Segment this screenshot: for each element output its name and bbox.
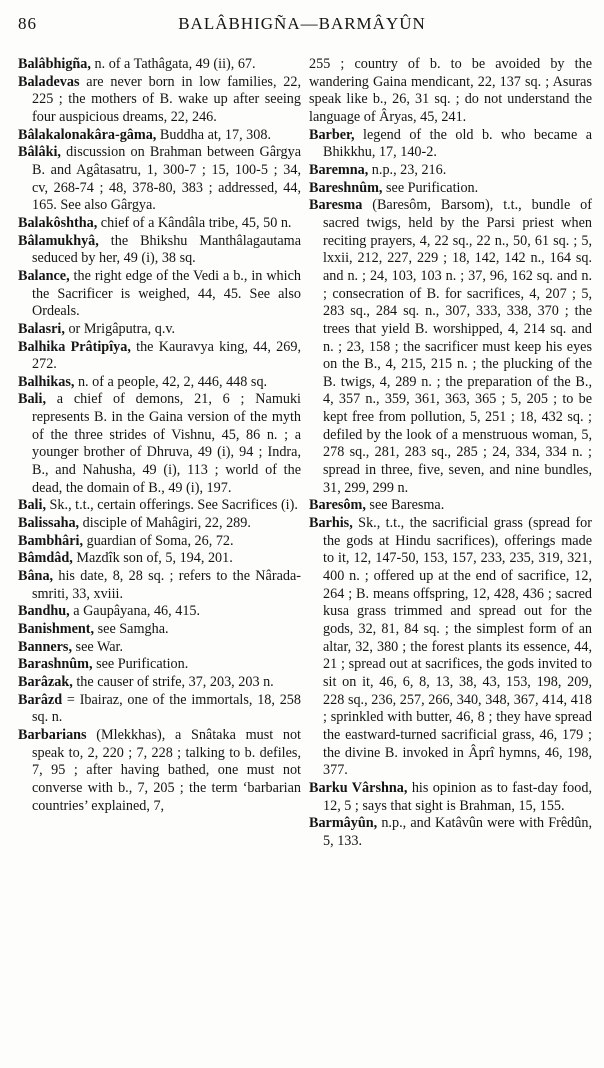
entry-headword: Bandhu,	[18, 603, 70, 620]
entry-headword: Barâzd	[18, 691, 63, 708]
index-entry	[18, 144, 301, 215]
page-number: 86	[18, 14, 37, 33]
entry-text: his date, 8, 28 sq. ; refers to the Nârada-smriti, 33, xviii.	[32, 568, 301, 602]
entry-text: (Baresôm, Barsom), t.t., bundle of sacred twigs, held by the Parsi priest when reciting prayers, 4, 22 sq., 22 n., 50, 61 sq. ; 5, lxxii, 212, 227, 229 ; 18, 142, 142 n., 164 sq. and n. ; 24, 103, 103 n. ; 37, 96, 162 sq. and n. ; consecration of B. for sacrifices, 4, 207 ; 5, 283 sq., 284 sq. n., 307, 333, 338, 370 ; the trees that yield B. worshipped, 4, 214 sq. and n. ; 23, 158 ; the sacrificer must keep his eyes on the B., 4, 215, 215 n. ; the plucking of the B. twigs, 4, 289 n. ; the preparation of the B., 4, 357 n., 359, 361, 363, 365 ; 5, 205 ; to be kept free from pollution, 5, 251 ; 18, 432 sq. ; defiled by the look of a menstruous woman, 5, 278 sq., 281, 283 sq., 285 ; 24, 334, 334 n. ; spread in three, five, seven, and nine bundles, 31, 299, 299 n.	[323, 197, 592, 496]
entry-text: the Kauravya king, 44, 269, 272.	[32, 338, 301, 373]
entry-headword: Bâlakalonakâra-gâma,	[18, 126, 157, 143]
entry-headword: Balhikas,	[18, 373, 75, 390]
index-entry	[18, 127, 301, 145]
index-entry	[309, 780, 592, 815]
entry-headword: Balance,	[18, 267, 70, 284]
entry-text: disciple of Mahâgiri, 22, 289.	[79, 515, 251, 532]
entry-headword: Balissaha,	[18, 515, 80, 532]
entry-text: discussion on Brahman between Gârgya B. and Agâtasatru, 1, 300-7 ; 15, 100-5 ; 34, cv, 268-74 ; 48, 378-80, 383 ; addressed, 44, 165. See also Gârgya.	[32, 144, 301, 214]
running-head: BALÂBHIGÑA—BARMÂYÛN	[178, 14, 426, 33]
entry-headword: Balâbhigña,	[18, 56, 91, 72]
entry-headword: Bareshnûm,	[309, 179, 383, 196]
entry-headword: Bâlamukhyâ,	[18, 232, 99, 249]
left-column	[18, 56, 301, 815]
entry-text: Buddha at, 17, 308.	[156, 126, 272, 143]
entry-headword: Bali,	[18, 497, 46, 514]
entry-text: Sk., t.t., certain offerings. See Sacrifices (i).	[46, 497, 298, 514]
index-entry	[18, 233, 301, 268]
index-entry	[309, 56, 592, 127]
index-entry	[18, 550, 301, 568]
entry-text: n.p., 23, 216.	[368, 161, 447, 178]
index-entry	[309, 127, 592, 162]
index-entry	[18, 74, 301, 127]
entry-text: Mazdîk son of, 5, 194, 201.	[72, 550, 233, 567]
entry-headword: Bâmdâd,	[18, 550, 73, 567]
entry-text: his opinion as to fast-day food, 12, 5 ; says that sight is Brahman, 15, 155.	[323, 779, 592, 814]
index-entry	[309, 162, 592, 180]
entry-text: n. of a people, 42, 2, 446, 448 sq.	[74, 373, 268, 390]
index-entry	[18, 727, 301, 815]
right-column	[309, 56, 592, 851]
entry-headword: Balasri,	[18, 320, 65, 337]
entry-headword: Barku Vârshna,	[309, 779, 408, 796]
index-entry	[309, 815, 592, 850]
index-entry	[18, 639, 301, 657]
index-entry	[18, 215, 301, 233]
entry-headword: Barmâyûn,	[309, 815, 378, 832]
entry-text: legend of the old b. who became a Bhikkhu, 17, 140-2.	[323, 126, 592, 161]
entry-text: guardian of Soma, 26, 72.	[83, 532, 234, 549]
index-entry	[18, 515, 301, 533]
index-entry	[18, 533, 301, 551]
entry-text: = Ibairaz, one of the immortals, 18, 258 sq. n.	[32, 691, 301, 726]
entry-headword: Barbarians	[18, 726, 87, 743]
entry-headword: Bambhâri,	[18, 532, 84, 549]
index-entry	[309, 515, 592, 780]
entry-headword: Baladevas	[18, 73, 80, 90]
entry-headword: Balakôshtha,	[18, 214, 98, 231]
entry-text: 255 ; country of b. to be avoided by the wandering Gaina mendicant, 22, 137 sq. ; Asuras speak like b., 26, 31 sq. ; do not understand the language of Âryas, 45, 241.	[309, 56, 592, 125]
index-entry	[18, 674, 301, 692]
entry-headword: Bali,	[18, 391, 46, 408]
index-entry	[18, 568, 301, 603]
entry-text: see Baresma.	[365, 497, 445, 514]
page-header	[18, 14, 586, 38]
entry-text: or Mrigâputra, q.v.	[64, 320, 176, 337]
entry-text: see Samgha.	[94, 621, 169, 637]
index-entry	[18, 321, 301, 339]
entry-headword: Barhis,	[309, 515, 353, 532]
index-entry	[18, 391, 301, 497]
index-entry	[18, 692, 301, 727]
entry-text: see Purification.	[92, 656, 189, 673]
entry-text: the causer of strife, 37, 203, 203 n.	[72, 673, 274, 690]
index-entry	[309, 180, 592, 198]
index-entry	[18, 268, 301, 321]
entry-text: a Gaupâyana, 46, 415.	[69, 603, 201, 620]
entry-text: see Purification.	[382, 179, 479, 196]
entry-headword: Banners,	[18, 638, 72, 655]
entry-headword: Bâlâki,	[18, 144, 61, 161]
entry-text: see War.	[72, 638, 123, 655]
entry-text: chief of a Kândâla tribe, 45, 50 n.	[97, 214, 292, 231]
entry-headword: Barashnûm,	[18, 656, 93, 673]
entry-text: are never born in low families, 22, 225 ; the mothers of B. wake up after seeing four auspicious dreams, 22, 246.	[32, 73, 301, 125]
entry-headword: Baremna,	[309, 161, 369, 178]
entry-text: (Mlekkhas), a Snâtaka must not speak to, 2, 220 ; 7, 228 ; talking to b. defiles, 7, 95 ; after having bathed, one must not converse with b., 7, 205 ; the term ‘barbarian countries’ explained, 7,	[32, 726, 301, 814]
entry-headword: Banishment,	[18, 621, 95, 637]
index-entry	[18, 603, 301, 621]
entry-text: Sk., t.t., the sacrificial grass (spread for the gods at Hindu sacrifices), offerings made to it, 12, 147-50, 153, 157, 233, 235, 319, 321, 400 n. ; offered up at the end of sacrifice, 12, 264 ; B. means offspring, 12, 428, 436 ; sacred kusa grass trimmed and spread out for the gods, 32, 81, 84 sq. ; the simplest form of an altar, 32, 380 ; the forest plants its essence, 44, 21 ; spread out at sacrifices, the gods invited to sit on it, 46, 6, 8, 13, 38, 43, 153, 198, 209, 228 sq., 236, 257, 266, 340, 348, 367, 414, 418 ; sprinkled with butter, 46, 8 ; they have spread the eastward-turned sacrificial grass, 46, 179 ; the divine B. invoked in Âprî hymns, 46, 198, 377.	[323, 515, 592, 779]
entry-text: n. of a Tathâgata, 49 (ii), 67.	[90, 56, 256, 72]
entry-text: n.p., and Katâvûn were with Frêdûn, 5, 133.	[323, 815, 592, 849]
entry-headword: Baresôm,	[309, 497, 366, 514]
entry-headword: Baresma	[309, 197, 363, 214]
index-entry	[18, 621, 301, 639]
entry-text: the right edge of the Vedi a b., in which the Sacrificer is weighed, 44, 45. See also Ordeals.	[32, 267, 301, 320]
entry-headword: Barber,	[309, 126, 355, 143]
entry-text: a chief of demons, 21, 6 ; Namuki represents B. in the Gaina version of the myth of the three strides of Vishnu, 45, 86 n. ; a younger brother of Dhruva, 49 (i), 94 ; Indra, B., and Nahusha, 49 (i), 113 ; world of the dead, the domain of B., 49 (i), 197.	[32, 391, 301, 496]
index-entry	[18, 339, 301, 374]
index-entry	[18, 497, 301, 515]
index-entry	[309, 497, 592, 515]
entry-headword: Barâzak,	[18, 673, 73, 690]
entry-headword: Bâna,	[18, 568, 54, 585]
index-entry	[18, 656, 301, 674]
index-entry	[18, 56, 301, 74]
entry-text: the Bhikshu Manthâlagautama seduced by her, 49 (i), 38 sq.	[32, 232, 301, 267]
index-entry	[309, 197, 592, 497]
index-entry	[18, 374, 301, 392]
entry-headword: Balhika Prâtipîya,	[18, 338, 131, 355]
